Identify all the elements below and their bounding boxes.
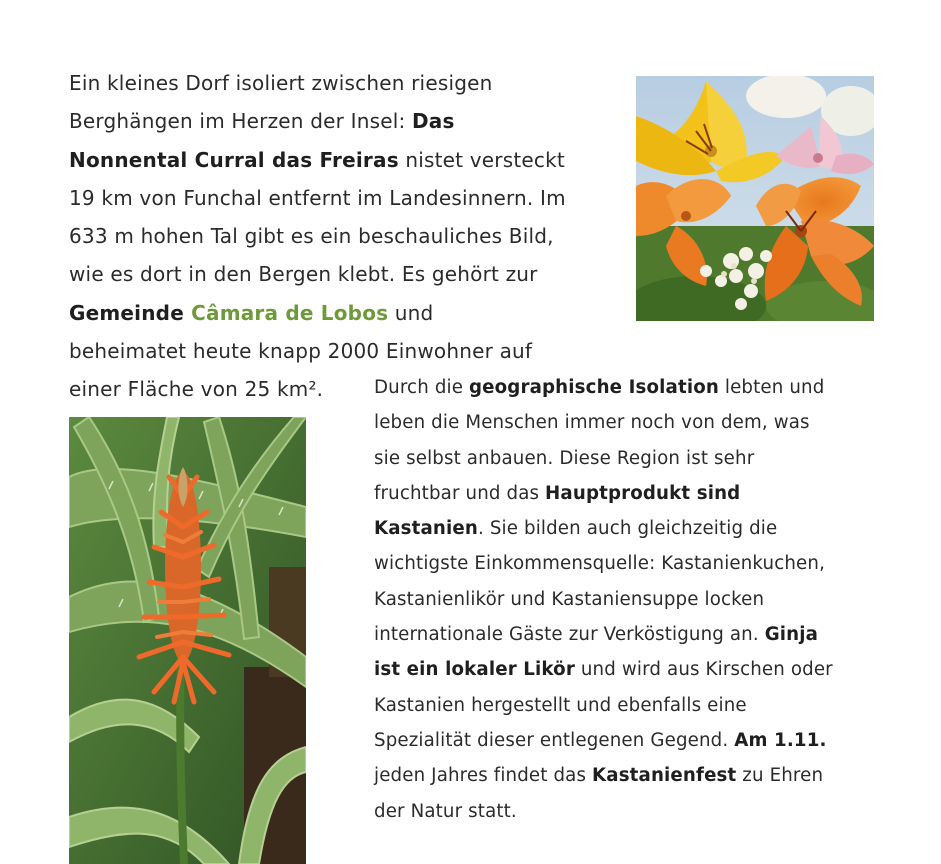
bold-text: Gemeinde — [69, 300, 192, 325]
text-line: Berghängen im Herzen der Insel: Das — [69, 109, 455, 134]
text-line: wie es dort in den Bergen klebt. Es gehört zur — [69, 262, 538, 287]
bold-text: Kastanienfest — [592, 765, 737, 787]
text-line: Nonnental Curral das Freiras nistet versteckt — [69, 147, 565, 172]
aloe-flower-photo — [69, 417, 306, 864]
aloe-flower-image — [69, 417, 306, 864]
bold-text: geographische Isolation — [469, 377, 719, 398]
text-line: beheimatet heute knapp 2000 Einwohner auf — [69, 339, 533, 364]
text-line: internationale Gäste zur Verköstigung an. Ginja — [374, 624, 819, 646]
bold-text: Das — [411, 109, 455, 134]
bold-text: Kastanien — [374, 518, 478, 540]
text-line: Kastanienlikör und Kastaniensuppe locken — [374, 588, 765, 610]
text-line: jeden Jahres findet das Kastanienfest zu Ehren — [374, 765, 824, 787]
text-line: wichtigste Einkommensquelle: Kastanienkuchen, — [374, 553, 826, 575]
text-line: Gemeinde Câmara de Lobos und — [69, 300, 434, 325]
text-line: einer Fläche von 25 km². — [69, 377, 324, 402]
text-line: Kastanien. Sie bilden auch gleichzeitig die — [374, 518, 778, 540]
text-line: 19 km von Funchal entfernt im Landesinnern. Im — [69, 185, 566, 210]
text-line: ist ein lokaler Likör und wird aus Kirschen oder — [374, 659, 833, 681]
link-camara-de-lobos[interactable]: Câmara de Lobos — [191, 300, 389, 325]
article-paragraph-intro — [69, 64, 629, 409]
article-paragraph-products — [374, 370, 904, 829]
text-line: der Natur statt. — [374, 800, 517, 822]
text-line: 633 m hohen Tal gibt es ein beschauliches Bild, — [69, 224, 554, 249]
bold-text: ist ein lokaler Likör — [374, 659, 575, 681]
text-line: fruchtbar und das Hauptprodukt sind — [374, 482, 741, 504]
text-line: Kastanien hergestellt und ebenfalls eine — [374, 694, 747, 716]
text-line: Durch die geographische Isolation lebten und — [374, 377, 825, 398]
text-line: leben die Menschen immer noch von dem, was — [374, 412, 810, 434]
lily-bouquet-photo — [636, 76, 874, 321]
lily-bouquet-image — [636, 76, 874, 321]
text-line: sie selbst anbauen. Diese Region ist sehr — [374, 447, 755, 469]
text-line: Spezialität dieser entlegenen Gegend. Am 1.11. — [374, 729, 827, 751]
bold-text: Nonnental Curral das Freiras — [69, 147, 399, 172]
bold-text: Hauptprodukt sind — [545, 482, 741, 504]
bold-text: Ginja — [764, 624, 819, 646]
bold-text: Am 1.11. — [734, 729, 827, 751]
text-line: Ein kleines Dorf isoliert zwischen riesigen — [69, 71, 493, 95]
